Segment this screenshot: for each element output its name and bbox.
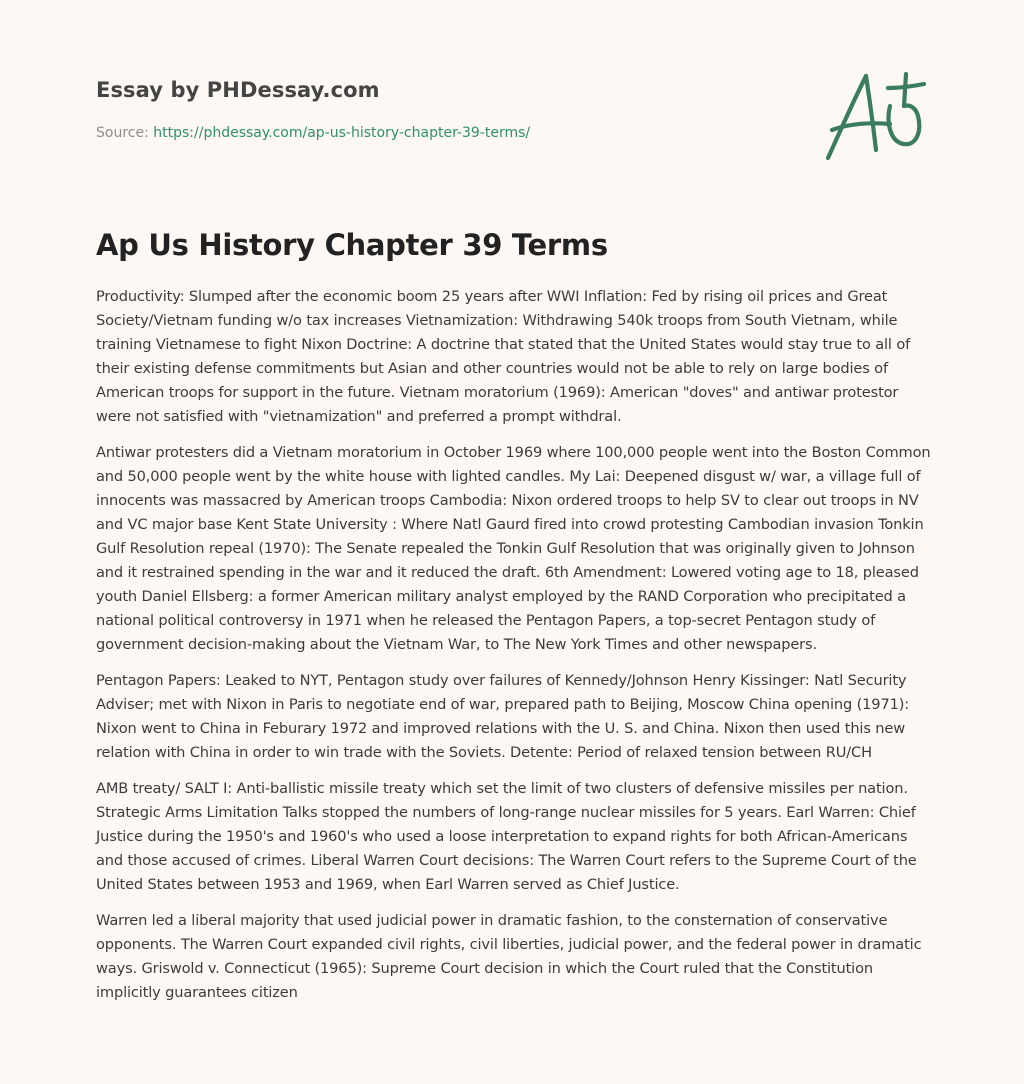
paragraph: AMB treaty/ SALT I: Anti-ballistic missile treaty which set the limit of two clusters of defensive missiles per nation. Strategic Arms Limitation Talks stopped the numbers of long-range nuclear missiles for 5 years. Earl Warren: Chief Justice during the 1950's and 1960's who used a loose interpretation to expand rights for both African-Americans and those accused of crimes. Liberal Warren Court decisions: The Warren Court refers to the Supreme Court of the United States between 1953 and 1969, when Earl Warren served as Chief Justice. <box>96 780 917 893</box>
paragraph: Productivity: Slumped after the economic boom 25 years after WWI Inflation: Fed by rising oil prices and Great Society/Vietnam funding w/o tax increases Vietnamization: Withdrawing 540k troops from South Vietnam, while training Vietnamese to fight Nixon Doctrine: A doctrine that stated that the United States would stay true to all of their existing defense commitments but Asian and other countries would not be able to rely on large bodies of American troops for support in the future. Vietnam moratorium (1969): American "doves" and antiwar protestor were not satisfied with "vietnamization" and preferred a prompt withdral. <box>96 288 911 425</box>
paragraph: Pentagon Papers: Leaked to NYT, Pentagon study over failures of Kennedy/Johnson Henry Kissinger: Natl Security Adviser; met with Nixon in Paris to negotiate end of war, prepared path to Beijing, Moscow China opening (1971): Nixon went to China in Feburary 1972 and improved relations with the U. S. and China. Nixon then used this new relation with China in order to win trade with the Soviets. Detente: Period of relaxed tension between RU/CH <box>96 672 910 761</box>
source-label: Source: <box>96 125 154 141</box>
a-plus-logo-svg <box>818 66 930 166</box>
paragraph: Warren led a liberal majority that used judicial power in dramatic fashion, to the consternation of conservative opponents. The Warren Court expanded civil rights, civil liberties, judicial power, and the federal power in dramatic ways. Griswold v. Connecticut (1965): Supreme Court decision in which the Court ruled that the Constitution implicitly guarantees citizen <box>96 912 922 1001</box>
source-line <box>96 123 796 143</box>
paragraph: Antiwar protesters did a Vietnam moratorium in October 1969 where 100,000 people went into the Boston Common and 50,000 people went by the white house with lighted candles. My Lai: Deepened disgust w/ war, a village full of innocents was massacred by American troops Cambodia: Nixon ordered troops to help SV to clear out troops in NV and VC major base Kent State University : Where Natl Gaurd fired into crowd protesting Cambodian invasion Tonkin Gulf Resolution repeal (1970): The Senate repealed the Tonkin Gulf Resolution that was originally given to Johnson and it restrained spending in the war and it reduced the draft. 6th Amendment: Lowered voting age to 18, pleased youth Daniel Ellsberg: a former American military analyst employed by the RAND Corporation who precipitated a national political controversy in 1971 when he released the Pentagon Papers, a top-secret Pentagon study of government decision-making about the Vietnam War, to The New York Times and other newspapers. <box>96 444 931 653</box>
essay-body <box>96 285 934 1017</box>
site-brand: Essay by PHDessay.com <box>96 78 380 102</box>
page-header <box>96 76 796 143</box>
source-link[interactable]: https://phdessay.com/ap-us-history-chapter-39-terms/ <box>153 125 531 141</box>
page-title: Ap Us History Chapter 39 Terms <box>96 228 608 262</box>
a-plus-logo-icon <box>818 66 930 166</box>
